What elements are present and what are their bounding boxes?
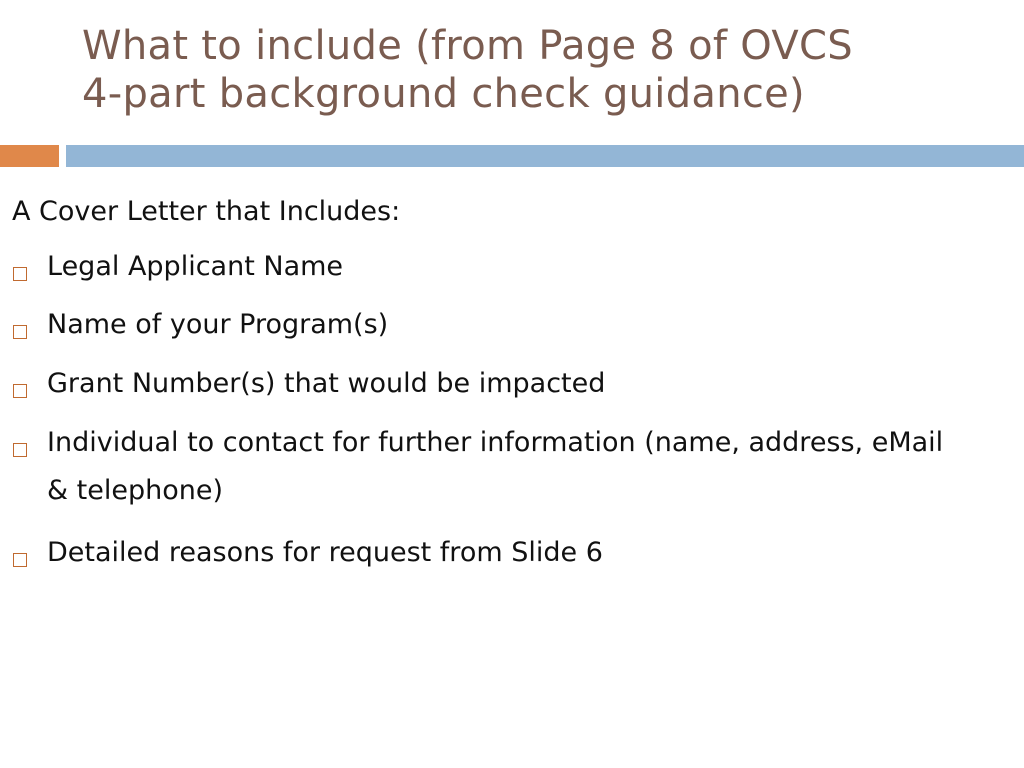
bullet-text: Name of your Program(s) [47, 309, 389, 340]
bullet-text: Grant Number(s) that would be impacted [47, 368, 606, 399]
square-bullet-icon [13, 443, 27, 457]
title-accent-bar-blue [66, 145, 1024, 167]
title-accent-bar-orange [0, 145, 59, 167]
slide-title-line-1: What to include (from Page 8 of OVCS [82, 23, 853, 69]
slide-title-line-2: 4-part background check guidance) [82, 71, 805, 117]
square-bullet-icon [13, 325, 27, 339]
slide-title [82, 22, 1002, 118]
square-bullet-icon [13, 384, 27, 398]
bullet-text: Detailed reasons for request from Slide 6 [47, 537, 603, 568]
intro-text: A Cover Letter that Includes: [12, 196, 401, 227]
bullet-text: Individual to contact for further information (name, address, eMail & telephone) [47, 427, 944, 506]
bullet-text: Legal Applicant Name [47, 251, 344, 282]
square-bullet-icon [13, 267, 27, 281]
square-bullet-icon [13, 553, 27, 567]
